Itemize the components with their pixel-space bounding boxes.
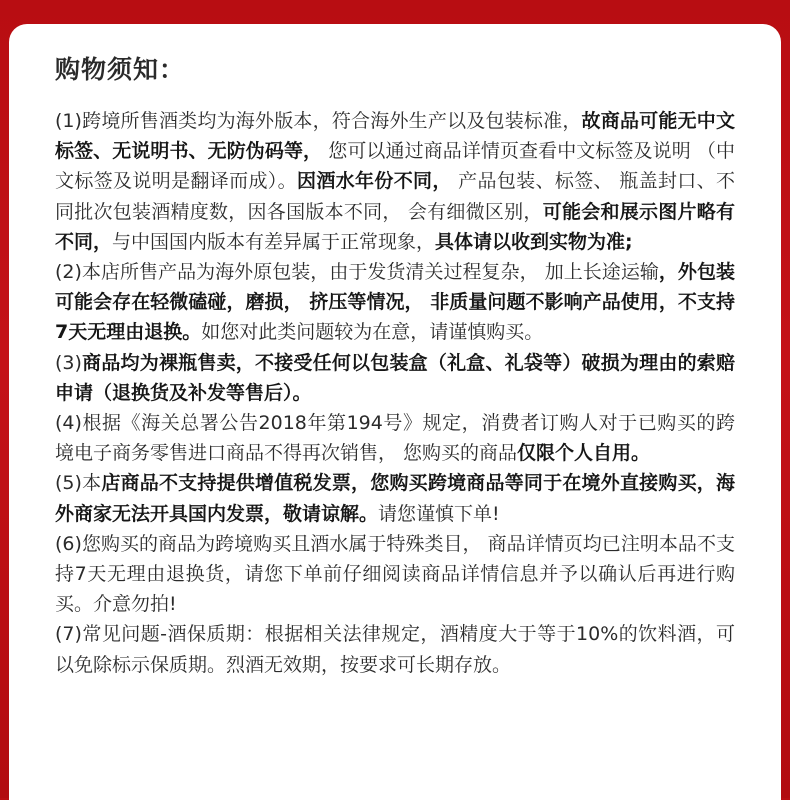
notice-item-4 xyxy=(55,408,735,468)
notice-text: (3) xyxy=(55,351,82,374)
notice-emphasis-text: 仅限个人自用。 xyxy=(517,442,651,465)
notice-emphasis-text: 故商品可能无中文标签、无说明书、无防伪码等， xyxy=(55,110,735,163)
notice-text: (2)本店所售产品为海外原包装，由于发货清关过程复杂， 加上长途运输 xyxy=(55,261,659,284)
notice-emphasis-text: 可能会和展示图片略有不同， xyxy=(55,200,735,253)
notice-item-3 xyxy=(55,348,735,408)
notice-text: (5)本 xyxy=(55,472,102,495)
notice-emphasis-text: 具体请以收到实物为准; xyxy=(435,230,633,253)
notice-item-2 xyxy=(55,257,735,348)
notice-emphasis-text: 商品均为裸瓶售卖，不接受任何以包装盒（礼盒、礼袋等）破损为理由的索赔申请（退换货及补发等售后）。 xyxy=(55,351,735,404)
notice-text: 与中国国内版本有差异属于正常现象， xyxy=(112,230,436,253)
notice-emphasis-text: ，外包装可能会存在轻微磕碰，磨损， 挤压等情况， 非质量问题不影响产品使用，不支持7天无理由退换。 xyxy=(55,261,735,344)
notice-text: (4)根据《海关总署公告2018年第194号》规定，消费者订购人对于已购买的跨境电子商务零售进口商品不得再次销售， 您购买的商品 xyxy=(55,412,735,465)
notice-card xyxy=(9,24,781,800)
notice-item-7 xyxy=(55,619,735,679)
notice-item-1 xyxy=(55,106,735,257)
notice-text: 请您谨慎下单! xyxy=(378,502,500,525)
notice-text: (1)跨境所售酒类均为海外版本，符合海外生产以及包装标准， xyxy=(55,110,582,132)
notice-emphasis-text: 因酒水年份不同， xyxy=(296,170,452,193)
notice-text: (6)您购买的商品为跨境购买且酒水属于特殊类目， 商品详情页均已注明本品不支持7天无理由退换货，请您下单前仔细阅读商品详情信息并予以确认后再进行购买。介意勿拍! xyxy=(55,532,735,616)
notice-emphasis-text: 店商品不支持提供增值税发票，您购买跨境商品等同于在境外直接购买，海外商家无法开具国内发票，敬请谅解。 xyxy=(55,472,735,525)
notice-text: (7)常见问题-酒保质期：根据相关法律规定，酒精度大于等于10%的饮料酒，可以免除标示保质期。烈酒无效期，按要求可长期存放。 xyxy=(55,623,735,676)
page-title: 购物须知： xyxy=(55,55,186,84)
notice-text: 如您对此类问题较为在意，请谨慎购买。 xyxy=(201,321,544,344)
notice-item-6 xyxy=(55,529,735,620)
notice-list xyxy=(55,106,735,680)
notice-item-5 xyxy=(55,468,735,528)
notice-text: 您可以通过商品详情页查看中文标签及说明 （中文标签及说明是翻译而成）。 xyxy=(55,140,735,193)
notice-text: 产品包装、标签、 瓶盖封口、不同批次包装酒精度数，因各国版本不同， 会有细微区别， xyxy=(55,170,735,223)
